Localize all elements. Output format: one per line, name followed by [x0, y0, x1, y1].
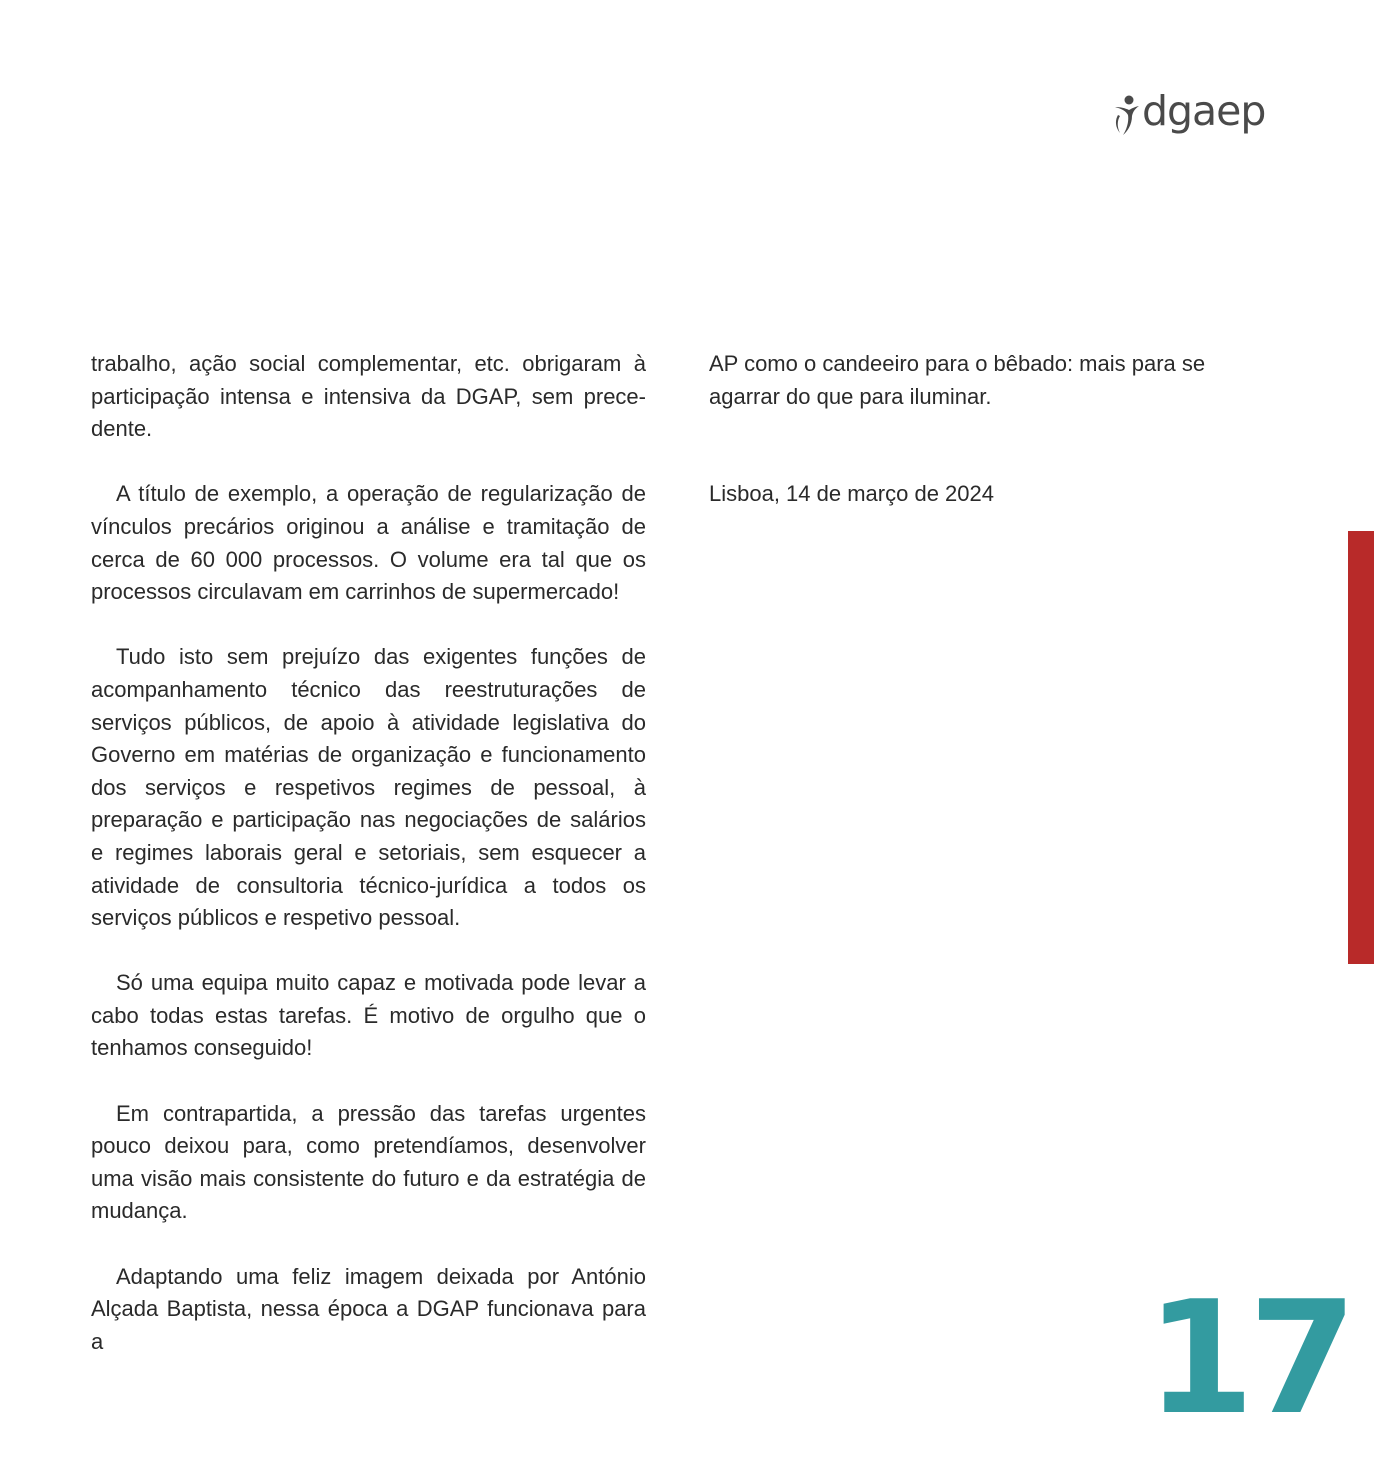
side-accent-bar — [1348, 531, 1374, 964]
paragraph-closing: AP como o candeeiro para o bêbado: mais para se agarrar do que para iluminar. — [709, 351, 1206, 409]
paragraph-functions: Tudo isto sem prejuízo das exigentes funções de acompanhamento técnico das reestruturações de serviços públicos, de apoio à atividade legislativa do Governo em matérias de organização e funcionamento dos serviços e respetivos regimes de pessoal, à preparação e participação nas negociações de salários e regimes laborais geral e setoriais, sem esquecer a atividade de consultoria técnico-jurídica a todos os serviços públicos e respetivo pessoal. — [91, 644, 646, 931]
paragraph-continuation: trabalho, ação social complementar, etc. obrigaram à participação intensa e intensiva da DGAP, sem precedente. — [91, 351, 646, 442]
paragraph-adapting: Adaptando uma feliz imagem deixada por António Alçada Baptista, nessa época a DGAP funcionava para a — [91, 1263, 646, 1354]
page-number: 17 — [1146, 1267, 1352, 1449]
paragraph-team: Só uma equipa muito capaz e motivada pode levar a cabo todas estas tarefas. É motivo de orgulho que o tenhamos conseguido! — [91, 970, 646, 1061]
dgaep-logo — [1112, 88, 1265, 142]
person-figure-icon — [1112, 93, 1140, 137]
date-line: Lisboa, 14 de março de 2024 — [709, 481, 994, 507]
paragraph-counterpart: Em contrapartida, a pressão das tarefas urgentes pouco deixou para, como pretendíamos, desenvolver uma visão mais consistente do futuro e da estratégia de mudança. — [91, 1100, 646, 1224]
paragraph-example: A título de exemplo, a operação de regularização de vínculos precários originou a análise e tramitação de cerca de 60 000 processos. O volume era tal que os processos circulavam em carrinhos de supermercado! — [91, 481, 646, 605]
left-text-column — [91, 348, 646, 1391]
logo-text: dgaep — [1142, 86, 1266, 135]
right-text-column — [709, 348, 1264, 543]
